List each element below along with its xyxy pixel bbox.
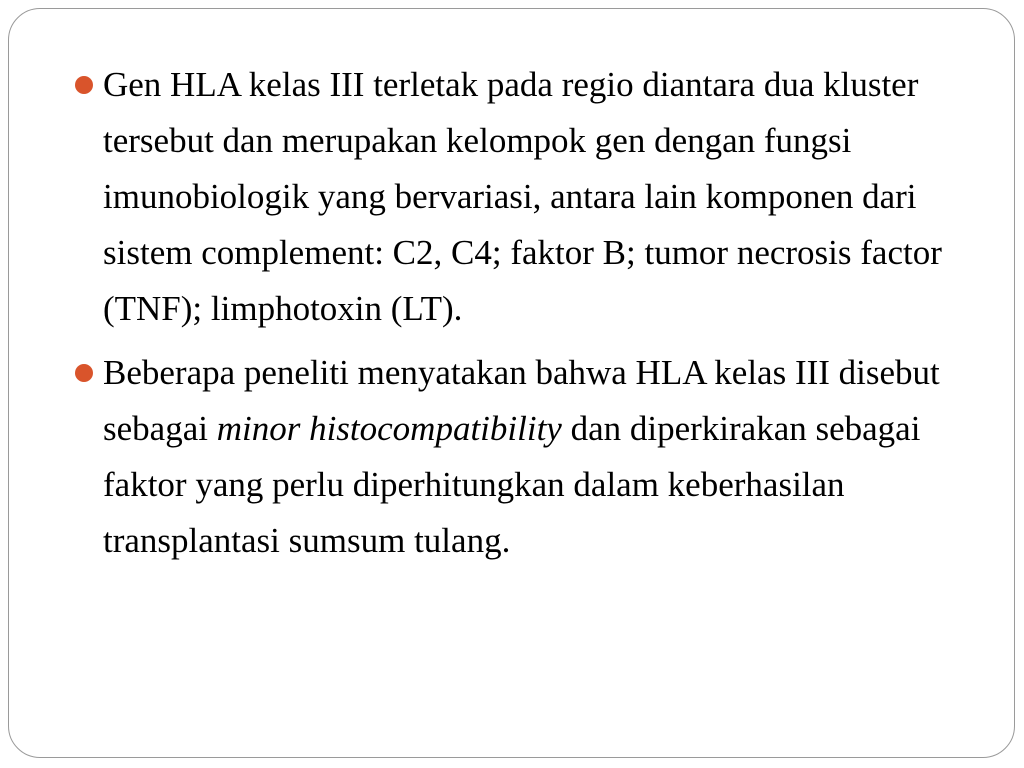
bullet-text: Gen HLA kelas III terletak pada regio diantara dua kluster tersebut dan merupakan kelompok gen dengan fungsi imunobiologik yang bervariasi, antara lain komponen dari sistem complement: C2, C4; faktor B; tumor necrosis factor (TNF); limphotoxin (LT). <box>103 65 942 328</box>
bullet-item-hla-class-3-location <box>71 57 991 337</box>
slide-frame <box>8 8 1015 758</box>
bullet-dot-icon <box>75 76 93 94</box>
bullet-list <box>71 57 991 577</box>
bullet-text-start: Beberapa peneliti menyatakan bahwa HLA kelas III disebut sebagai <box>103 353 940 448</box>
bullet-text-italic-term: minor histocompatibility <box>216 409 562 448</box>
bullet-item-minor-histocompatibility <box>71 345 991 569</box>
bullet-dot-icon <box>75 364 93 382</box>
bullet-text-end: dan diperkirakan sebagai faktor yang perlu diperhitungkan dalam keberhasilan transplantasi sumsum tulang. <box>103 409 921 560</box>
